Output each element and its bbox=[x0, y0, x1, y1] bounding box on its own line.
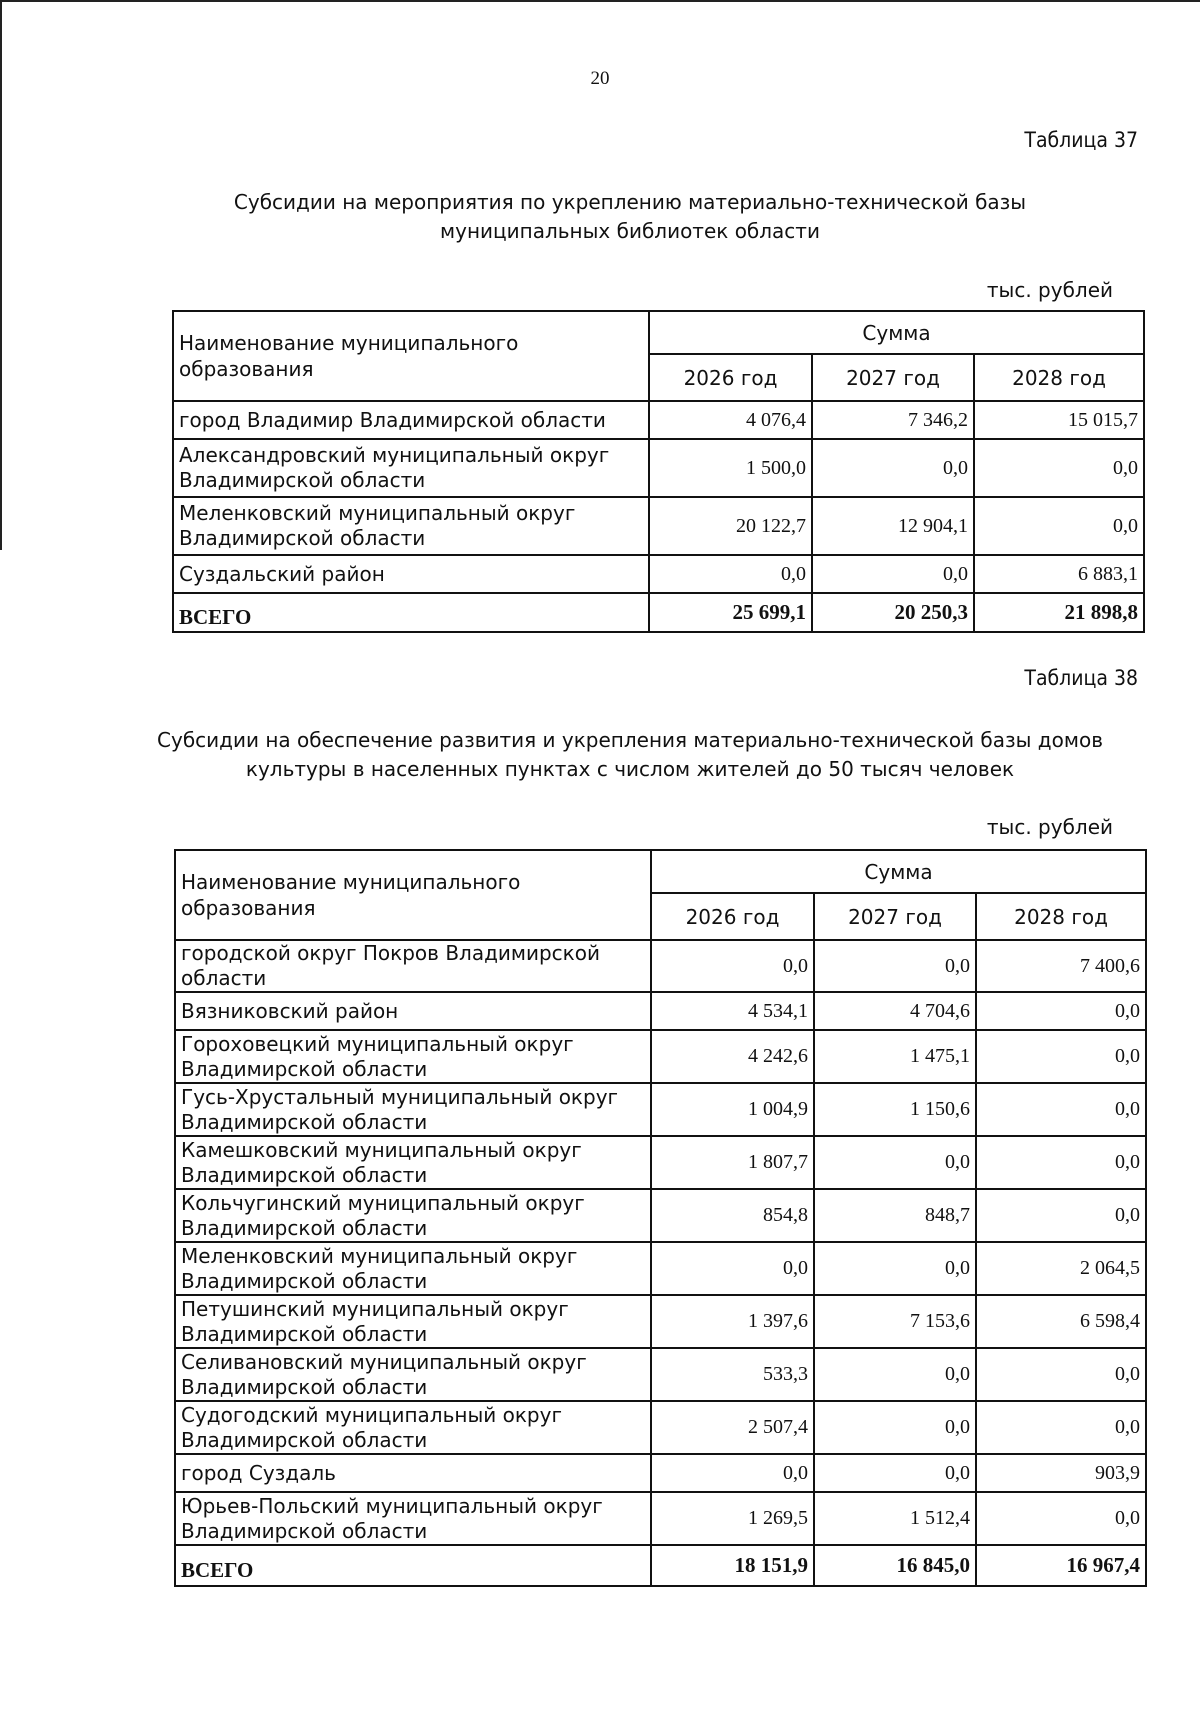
table-38-header-year-2028: 2028 год bbox=[976, 893, 1146, 940]
table-row bbox=[175, 1189, 1146, 1242]
value-2026: 0,0 bbox=[651, 1242, 814, 1295]
row-name: Судогодский муниципальный округ Владимирской области bbox=[175, 1401, 651, 1454]
table-37-unit: тыс. рублей bbox=[986, 278, 1113, 302]
total-2026: 25 699,1 bbox=[649, 593, 812, 632]
row-name: Петушинский муниципальный округ Владимирской области bbox=[175, 1295, 651, 1348]
value-2026: 4 534,1 bbox=[651, 992, 814, 1030]
table-37-title-line-2: муниципальных библиотек области bbox=[440, 219, 820, 243]
value-2027: 0,0 bbox=[814, 1454, 976, 1492]
value-2026: 1 269,5 bbox=[651, 1492, 814, 1545]
row-name: Гусь-Хрустальный муниципальный округ Владимирской области bbox=[175, 1083, 651, 1136]
value-2026: 2 507,4 bbox=[651, 1401, 814, 1454]
table-row bbox=[175, 1242, 1146, 1295]
total-label: ВСЕГО bbox=[173, 593, 649, 632]
table-row bbox=[175, 1083, 1146, 1136]
value-2027: 1 475,1 bbox=[814, 1030, 976, 1083]
value-2027: 12 904,1 bbox=[812, 497, 974, 555]
row-name: городской округ Покров Владимирской области bbox=[175, 940, 651, 992]
value-2026: 0,0 bbox=[651, 1454, 814, 1492]
table-38-title-line-2: культуры в населенных пунктах с числом жителей до 50 тысяч человек bbox=[245, 757, 1015, 781]
table-37-header-year-2027: 2027 год bbox=[812, 354, 974, 401]
table-38-header-sum: Сумма bbox=[651, 850, 1146, 893]
row-name: Александровский муниципальный округ Владимирской области bbox=[173, 439, 649, 497]
row-name: город Владимир Владимирской области bbox=[173, 401, 649, 439]
table-38-title bbox=[150, 726, 1110, 784]
value-2028: 0,0 bbox=[976, 1492, 1146, 1545]
row-name: Кольчугинский муниципальный округ Владимирской области bbox=[175, 1189, 651, 1242]
table-37-title-line-1: Субсидии на мероприятия по укреплению материально-технической базы bbox=[233, 190, 1027, 214]
value-2026: 0,0 bbox=[649, 555, 812, 593]
value-2027: 4 704,6 bbox=[814, 992, 976, 1030]
table-37-label: Таблица 37 bbox=[1024, 128, 1138, 152]
value-2028: 15 015,7 bbox=[974, 401, 1144, 439]
total-2027: 16 845,0 bbox=[814, 1545, 976, 1586]
row-name: Меленковский муниципальный округ Владимирской области bbox=[175, 1242, 651, 1295]
total-2028: 21 898,8 bbox=[974, 593, 1144, 632]
table-row bbox=[175, 940, 1146, 992]
table-row bbox=[175, 1454, 1146, 1492]
table-38-header-year-2026: 2026 год bbox=[651, 893, 814, 940]
table-38-label: Таблица 38 bbox=[1024, 666, 1138, 690]
total-2028: 16 967,4 bbox=[976, 1545, 1146, 1586]
value-2027: 0,0 bbox=[812, 439, 974, 497]
table-37-header-year-2028: 2028 год bbox=[974, 354, 1144, 401]
value-2028: 0,0 bbox=[976, 1083, 1146, 1136]
value-2026: 1 004,9 bbox=[651, 1083, 814, 1136]
row-name: Меленковский муниципальный округ Владимирской области bbox=[173, 497, 649, 555]
value-2028: 6 883,1 bbox=[974, 555, 1144, 593]
value-2028: 2 064,5 bbox=[976, 1242, 1146, 1295]
table-row bbox=[173, 401, 1144, 439]
total-2027: 20 250,3 bbox=[812, 593, 974, 632]
table-37-title bbox=[150, 188, 1110, 246]
value-2027: 7 346,2 bbox=[812, 401, 974, 439]
value-2028: 7 400,6 bbox=[976, 940, 1146, 992]
table-row bbox=[173, 439, 1144, 497]
value-2028: 6 598,4 bbox=[976, 1295, 1146, 1348]
value-2028: 0,0 bbox=[974, 497, 1144, 555]
value-2026: 4 076,4 bbox=[649, 401, 812, 439]
table-38-header-name: Наименование муниципального образования bbox=[175, 850, 651, 940]
table-row bbox=[175, 1348, 1146, 1401]
value-2026: 1 397,6 bbox=[651, 1295, 814, 1348]
table-37-header-name: Наименование муниципального образования bbox=[173, 311, 649, 401]
table-row bbox=[175, 1492, 1146, 1545]
value-2026: 854,8 bbox=[651, 1189, 814, 1242]
value-2027: 1 512,4 bbox=[814, 1492, 976, 1545]
table-row bbox=[175, 1136, 1146, 1189]
table-total-row bbox=[173, 593, 1144, 632]
row-name: Камешковский муниципальный округ Владимирской области bbox=[175, 1136, 651, 1189]
value-2028: 903,9 bbox=[976, 1454, 1146, 1492]
value-2027: 0,0 bbox=[814, 1242, 976, 1295]
value-2027: 7 153,6 bbox=[814, 1295, 976, 1348]
page-number: 20 bbox=[590, 68, 610, 89]
value-2028: 0,0 bbox=[976, 1189, 1146, 1242]
row-name: Гороховецкий муниципальный округ Владимирской области bbox=[175, 1030, 651, 1083]
value-2026: 4 242,6 bbox=[651, 1030, 814, 1083]
value-2026: 533,3 bbox=[651, 1348, 814, 1401]
value-2027: 0,0 bbox=[812, 555, 974, 593]
table-row bbox=[175, 992, 1146, 1030]
table-37-header-year-2026: 2026 год bbox=[649, 354, 812, 401]
table-total-row bbox=[175, 1545, 1146, 1586]
value-2028: 0,0 bbox=[976, 1136, 1146, 1189]
table-row bbox=[173, 497, 1144, 555]
value-2026: 1 807,7 bbox=[651, 1136, 814, 1189]
table-row bbox=[173, 555, 1144, 593]
value-2028: 0,0 bbox=[976, 1348, 1146, 1401]
value-2028: 0,0 bbox=[976, 992, 1146, 1030]
table-row bbox=[175, 1401, 1146, 1454]
row-name: Вязниковский район bbox=[175, 992, 651, 1030]
value-2027: 0,0 bbox=[814, 1401, 976, 1454]
total-label: ВСЕГО bbox=[175, 1545, 651, 1586]
value-2027: 0,0 bbox=[814, 1136, 976, 1189]
value-2026: 20 122,7 bbox=[649, 497, 812, 555]
table-37 bbox=[172, 310, 1145, 633]
row-name: Суздальский район bbox=[173, 555, 649, 593]
value-2027: 848,7 bbox=[814, 1189, 976, 1242]
value-2027: 0,0 bbox=[814, 1348, 976, 1401]
value-2026: 1 500,0 bbox=[649, 439, 812, 497]
table-38-unit: тыс. рублей bbox=[986, 815, 1113, 839]
value-2026: 0,0 bbox=[651, 940, 814, 992]
table-row bbox=[175, 1030, 1146, 1083]
table-38-header-year-2027: 2027 год bbox=[814, 893, 976, 940]
row-name: Селивановский муниципальный округ Владимирской области bbox=[175, 1348, 651, 1401]
table-38-title-line-1: Субсидии на обеспечение развития и укрепления материально-технической базы домов bbox=[157, 728, 1103, 752]
scan-border-top bbox=[0, 0, 1200, 2]
value-2027: 1 150,6 bbox=[814, 1083, 976, 1136]
value-2028: 0,0 bbox=[976, 1401, 1146, 1454]
table-row bbox=[175, 1295, 1146, 1348]
value-2027: 0,0 bbox=[814, 940, 976, 992]
total-2026: 18 151,9 bbox=[651, 1545, 814, 1586]
table-37-header-row-1 bbox=[173, 311, 1144, 354]
value-2028: 0,0 bbox=[976, 1030, 1146, 1083]
table-38-header-row-1 bbox=[175, 850, 1146, 893]
row-name: Юрьев-Польский муниципальный округ Владимирской области bbox=[175, 1492, 651, 1545]
row-name: город Суздаль bbox=[175, 1454, 651, 1492]
table-38 bbox=[174, 849, 1147, 1587]
value-2028: 0,0 bbox=[974, 439, 1144, 497]
table-37-header-sum: Сумма bbox=[649, 311, 1144, 354]
